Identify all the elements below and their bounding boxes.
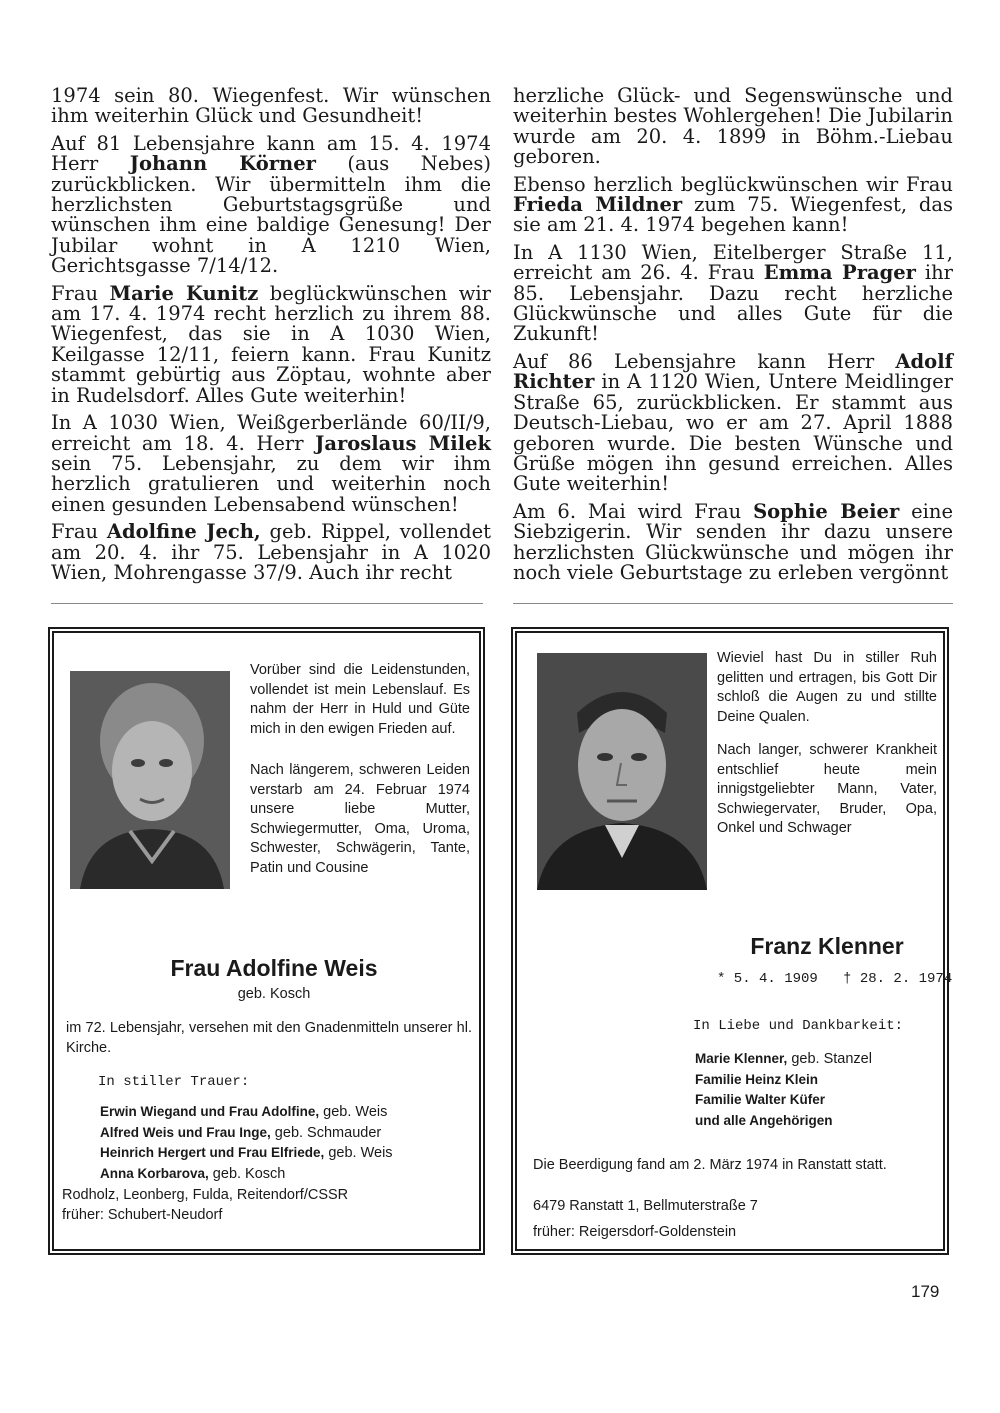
mourner-row	[695, 1049, 872, 1070]
gratitude-label: In Liebe und Dankbarkeit:	[693, 1018, 904, 1034]
mourner-row	[100, 1123, 393, 1144]
mourner-maiden-name: geb. Schmauder	[270, 1124, 382, 1141]
life-dates: * 5. 4. 1909 † 28. 2. 1974	[717, 971, 953, 987]
mourner-name: Anna Korbarova,	[100, 1165, 209, 1181]
mourner-row	[695, 1111, 872, 1132]
article-paragraph	[51, 413, 491, 515]
article-paragraph	[51, 281, 491, 407]
verse-text: Wieviel hast Du in stiller Ruh gelitten und ertragen, bis Gott Dir schloß die Augen zu und stillte Deine Qualen.	[717, 650, 937, 725]
mourner-row	[100, 1164, 393, 1185]
person-name: Marie Kunitz	[109, 281, 259, 305]
verse-klenner	[717, 649, 937, 853]
mourner-name: und alle Angehörigen	[695, 1112, 833, 1128]
person-name: Emma Prager	[763, 261, 916, 285]
paragraph-text: in A 1120 Wien, Untere Meidlinger Straße 65, zurückblicken. Er stammt aus Deutsch-Liebau, wo er am 27. April 1888 geboren wurde. Die besten Wünsche und Grüße mögen ihn gesund erreichen. Alles Gute weiterhin!	[513, 370, 953, 496]
paragraph-text: (aus Nebes) zurückblicken. Wir übermitteln ihm die herzlichsten Geburtstagsgrüße und wünschen ihm eine baldige Genesung! Der Jubilar wohnt in A 1210 Wien, Gerichtsgasse 7/14/12.	[51, 152, 491, 278]
mourner-row	[695, 1090, 872, 1111]
article-paragraph	[51, 522, 491, 583]
maiden-name: geb. Kosch	[237, 986, 311, 1002]
separator-rule-left	[51, 603, 483, 604]
paragraph-text: 1974 sein 80. Wiegenfest. Wir wünschen ihm weiterhin Glück und Gesundheit!	[51, 84, 491, 128]
mourning-label: In stiller Trauer:	[98, 1074, 250, 1090]
paragraph-text: ihr 85. Lebensjahr. Dazu recht herzliche Glückwünsche und alles Gute für die Zukunft!	[513, 261, 953, 346]
mourner-row	[100, 1102, 393, 1123]
page-number: 179	[911, 1282, 940, 1301]
article-paragraph	[51, 86, 491, 127]
paragraph-text: zum 75. Wiegenfest, das sie am 21. 4. 1974 begehen kann!	[513, 193, 953, 237]
obituary-box-weis	[48, 627, 485, 1255]
mourner-name: Alfred Weis und Frau Inge,	[100, 1124, 271, 1140]
mourner-maiden-name: geb. Weis	[319, 1104, 388, 1120]
mourner-list	[695, 1049, 872, 1131]
article-paragraph	[513, 499, 953, 584]
address-line: 6479 Ranstatt 1, Bellmuterstraße 7	[533, 1198, 758, 1214]
mourner-list	[100, 1102, 393, 1184]
portrait-photo-man	[537, 653, 707, 890]
paragraph-text: In A 1130 Wien, Eitelberger Straße 11, erreicht am 26. 4. Frau	[513, 240, 953, 285]
deceased-name: Franz Klenner	[750, 933, 904, 959]
places-line: Rodholz, Leonberg, Fulda, Reitendorf/CSSR	[62, 1187, 349, 1203]
person-name: Sophie Beier	[753, 499, 900, 523]
mourner-name: Heinrich Hergert und Frau Elfriede,	[100, 1145, 325, 1160]
verse-text: Vorüber sind die Leidenstunden, vollendet ist mein Lebenslauf. Es nahm der Herr in Huld und Güte mich in den ewigen Frieden auf.	[250, 662, 470, 737]
paragraph-text: beglückwünschen wir am 17. 4. 1974 recht herzlich zu ihrem 88. Wiegenfest, das sie in A 1030 Wien, Keilgasse 12/11, feiern kann. Frau Kunitz stammt gebürtig aus Zöptau, wohnte aber in Rudelsdorf. Alles Gute weiterhin!	[51, 281, 491, 407]
paragraph-text: Am 6. Mai wird Frau	[513, 499, 754, 523]
mourner-name: Familie Heinz Klein	[695, 1071, 819, 1087]
article-column-right	[513, 86, 953, 590]
person-name: Frieda Mildner	[513, 193, 683, 217]
obituary-box-klenner	[511, 627, 953, 1255]
paragraph-text: Auf 81 Lebensjahre kann am 15. 4. 1974 Herr	[51, 131, 491, 176]
paragraph-text: Auf 86 Lebensjahre kann Herr	[513, 349, 896, 373]
mourner-name: Familie Walter Küfer	[695, 1092, 826, 1107]
person-name: Adolfine Jech,	[106, 520, 261, 544]
death-notice-text: Nach längerem, schweren Leiden verstarb am 24. Februar 1974 unsere liebe Mutter, Schwiegermutter, Oma, Uroma, Schwester, Schwägerin, Tante, Patin und Cousine	[250, 762, 470, 876]
person-name: Adolf Richter	[513, 349, 953, 394]
article-paragraph	[513, 172, 953, 237]
mourner-maiden-name: geb. Weis	[324, 1145, 393, 1161]
sacrament-text: im 72. Lebensjahr, versehen mit den Gnadenmitteln unserer hl. Kirche.	[66, 1020, 472, 1056]
paragraph-text: sein 75. Lebensjahr, zu dem wir ihm herzlich gratulieren und weiterhin noch einen gesunden Lebensabend wünschen!	[51, 451, 491, 516]
article-paragraph	[513, 86, 953, 168]
article-column-left	[51, 86, 491, 590]
mourner-name: Erwin Wiegand und Frau Adolfine,	[100, 1104, 320, 1119]
paragraph-text: Frau	[51, 520, 107, 544]
paragraph-text: Frau	[51, 281, 110, 305]
deceased-name: Frau Adolfine Weis	[170, 955, 378, 981]
person-name: Jaroslaus Milek	[315, 431, 491, 455]
death-notice-text: Nach langer, schwerer Krankheit entschlief heute mein innigstgeliebter Mann, Vater, Schwiegervater, Bruder, Opa, Onkel und Schwager	[717, 742, 937, 836]
paragraph-text: geb. Rippel, vollendet am 20. 4. ihr 75. Lebensjahr in A 1020 Wien, Mohrengasse 37/9. Auch ihr recht	[51, 520, 491, 584]
paragraph-text: eine Siebzigerin. Wir senden ihr dazu unsere herzlichsten Glückwünsche und mögen ihr noch viele Geburtstage zu erleben vergönnt	[513, 499, 953, 584]
mourner-name: Marie Klenner,	[695, 1051, 788, 1066]
article-paragraph	[513, 349, 953, 496]
formerly-line: früher: Reigersdorf-Goldenstein	[533, 1224, 737, 1240]
paragraph-text: Ebenso herzlich beglückwünschen wir Frau	[513, 172, 953, 196]
paragraph-text: In A 1030 Wien, Weißgerberlände 60/II/9, erreicht am 18. 4. Herr	[51, 411, 491, 455]
mourner-row	[695, 1070, 872, 1091]
formerly-line: früher: Schubert-Neudorf	[62, 1207, 223, 1223]
mourner-row	[100, 1143, 393, 1164]
mourner-maiden-name: geb. Stanzel	[787, 1051, 872, 1067]
separator-rule-right	[513, 603, 953, 604]
person-name: Johann Körner	[129, 152, 316, 176]
article-paragraph	[51, 131, 491, 278]
mourner-maiden-name: geb. Kosch	[208, 1165, 286, 1182]
article-paragraph	[513, 240, 953, 346]
portrait-man-illustration	[537, 653, 707, 890]
funeral-text: Die Beerdigung fand am 2. März 1974 in Ranstatt statt.	[533, 1157, 887, 1173]
portrait-woman-illustration	[70, 671, 230, 889]
paragraph-text: herzliche Glück- und Segenswünsche und weiterhin bestes Wohlergehen! Die Jubilarin wurde am 20. 4. 1899 in Böhm.-Liebau geboren.	[513, 84, 953, 169]
portrait-photo-woman	[70, 671, 230, 889]
verse-weis	[250, 661, 470, 892]
